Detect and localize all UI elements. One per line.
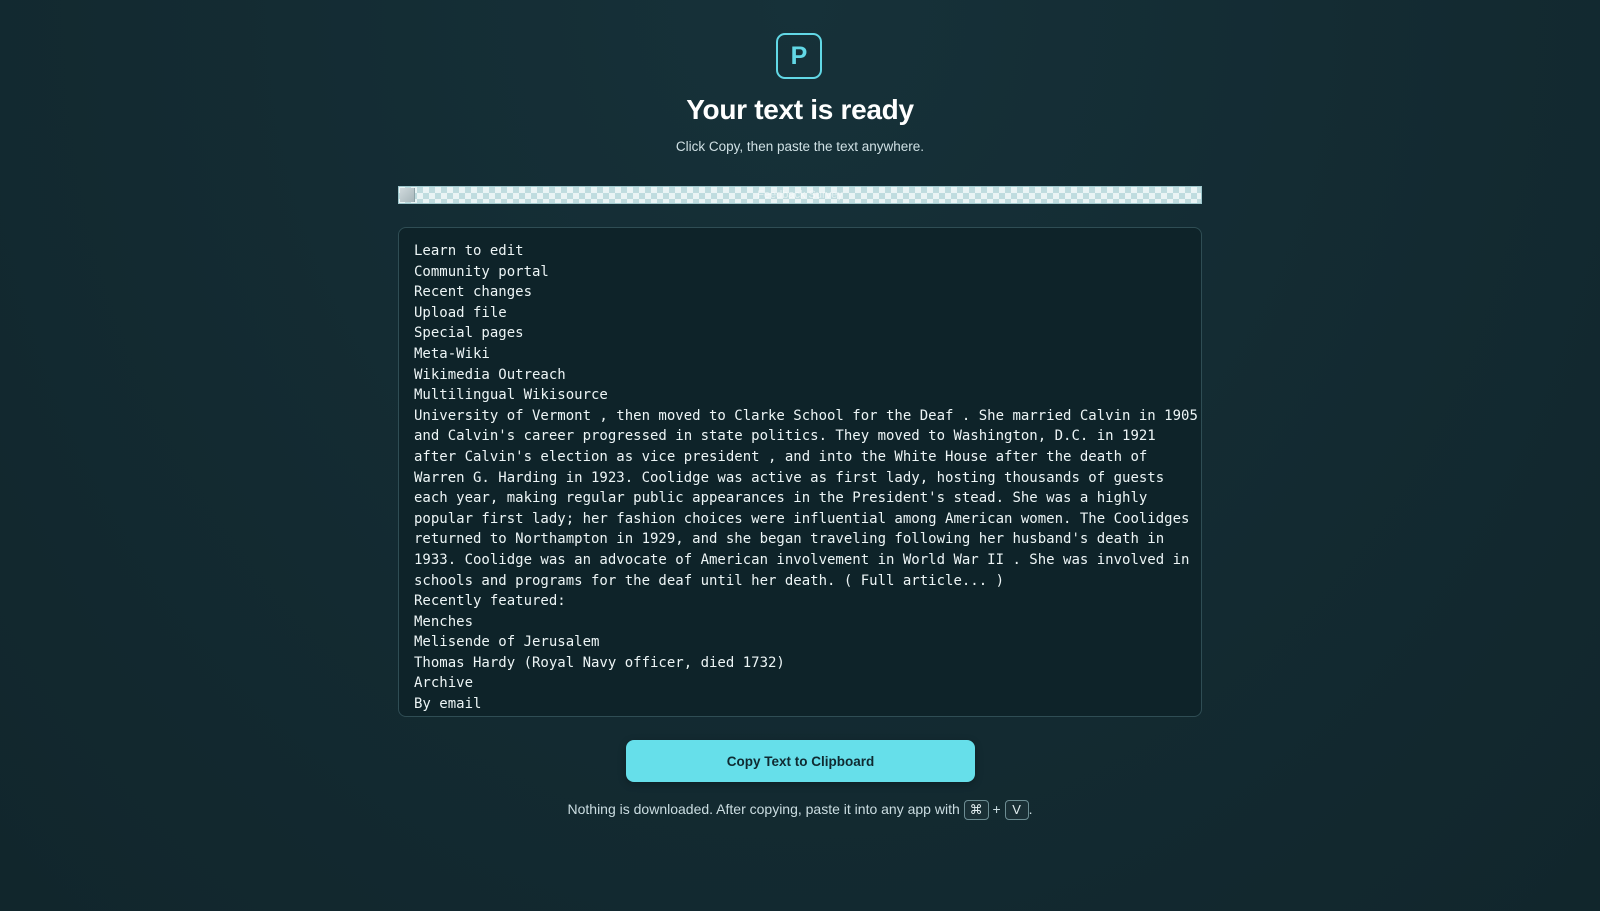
logo-letter: P (790, 41, 808, 70)
plus-sign: + (992, 801, 1001, 817)
footer-note-text: Nothing is downloaded. After copying, paste it into any app with (567, 801, 960, 817)
v-key: V (1005, 800, 1029, 820)
extracted-text[interactable]: Learn to edit Community portal Recent changes Upload file Special pages Meta-Wiki Wikimedia Outreach Multilingual Wikisource University of Vermont , then moved to Clarke School for the Deaf . She married Calvin in 1905 and Calvin's career progressed in state politics. They moved to Washington, D.C. in 1921 after Calvin's election as vice president , and into the White House after the death of Warren G. Harding in 1923. Coolidge was active as first lady, hosting thousands of guests each year, making regular public appearances in the President's stead. She was a highly popular first lady; her fashion choices were influential among American women. The Coolidges returned to Northampton in 1929, and she began traveling following her husband's death in 1933. Coolidge was an advocate of American involvement in World War II . She was involved in schools and programs for the deaf until her death. ( Full article... ) Recently featured: Menches Melisende of Jerusalem Thomas Hardy (Royal Navy officer, died 1732) Archive By email (414, 243, 1198, 713)
feedback-survey-banner-image[interactable] (398, 186, 1202, 204)
extracted-text-box[interactable] (398, 227, 1202, 717)
banner-alt-text: Feedback Survey (757, 189, 843, 201)
page-subtitle: Click Copy, then paste the text anywhere. (675, 139, 925, 154)
footer-note (0, 800, 1600, 820)
command-key-icon: ⌘ (964, 800, 989, 820)
copy-text-button[interactable]: Copy Text to Clipboard (626, 740, 975, 782)
page-title: Your text is ready (686, 94, 914, 125)
footer-note-period: . (1028, 801, 1033, 817)
app-logo-icon (776, 33, 822, 79)
